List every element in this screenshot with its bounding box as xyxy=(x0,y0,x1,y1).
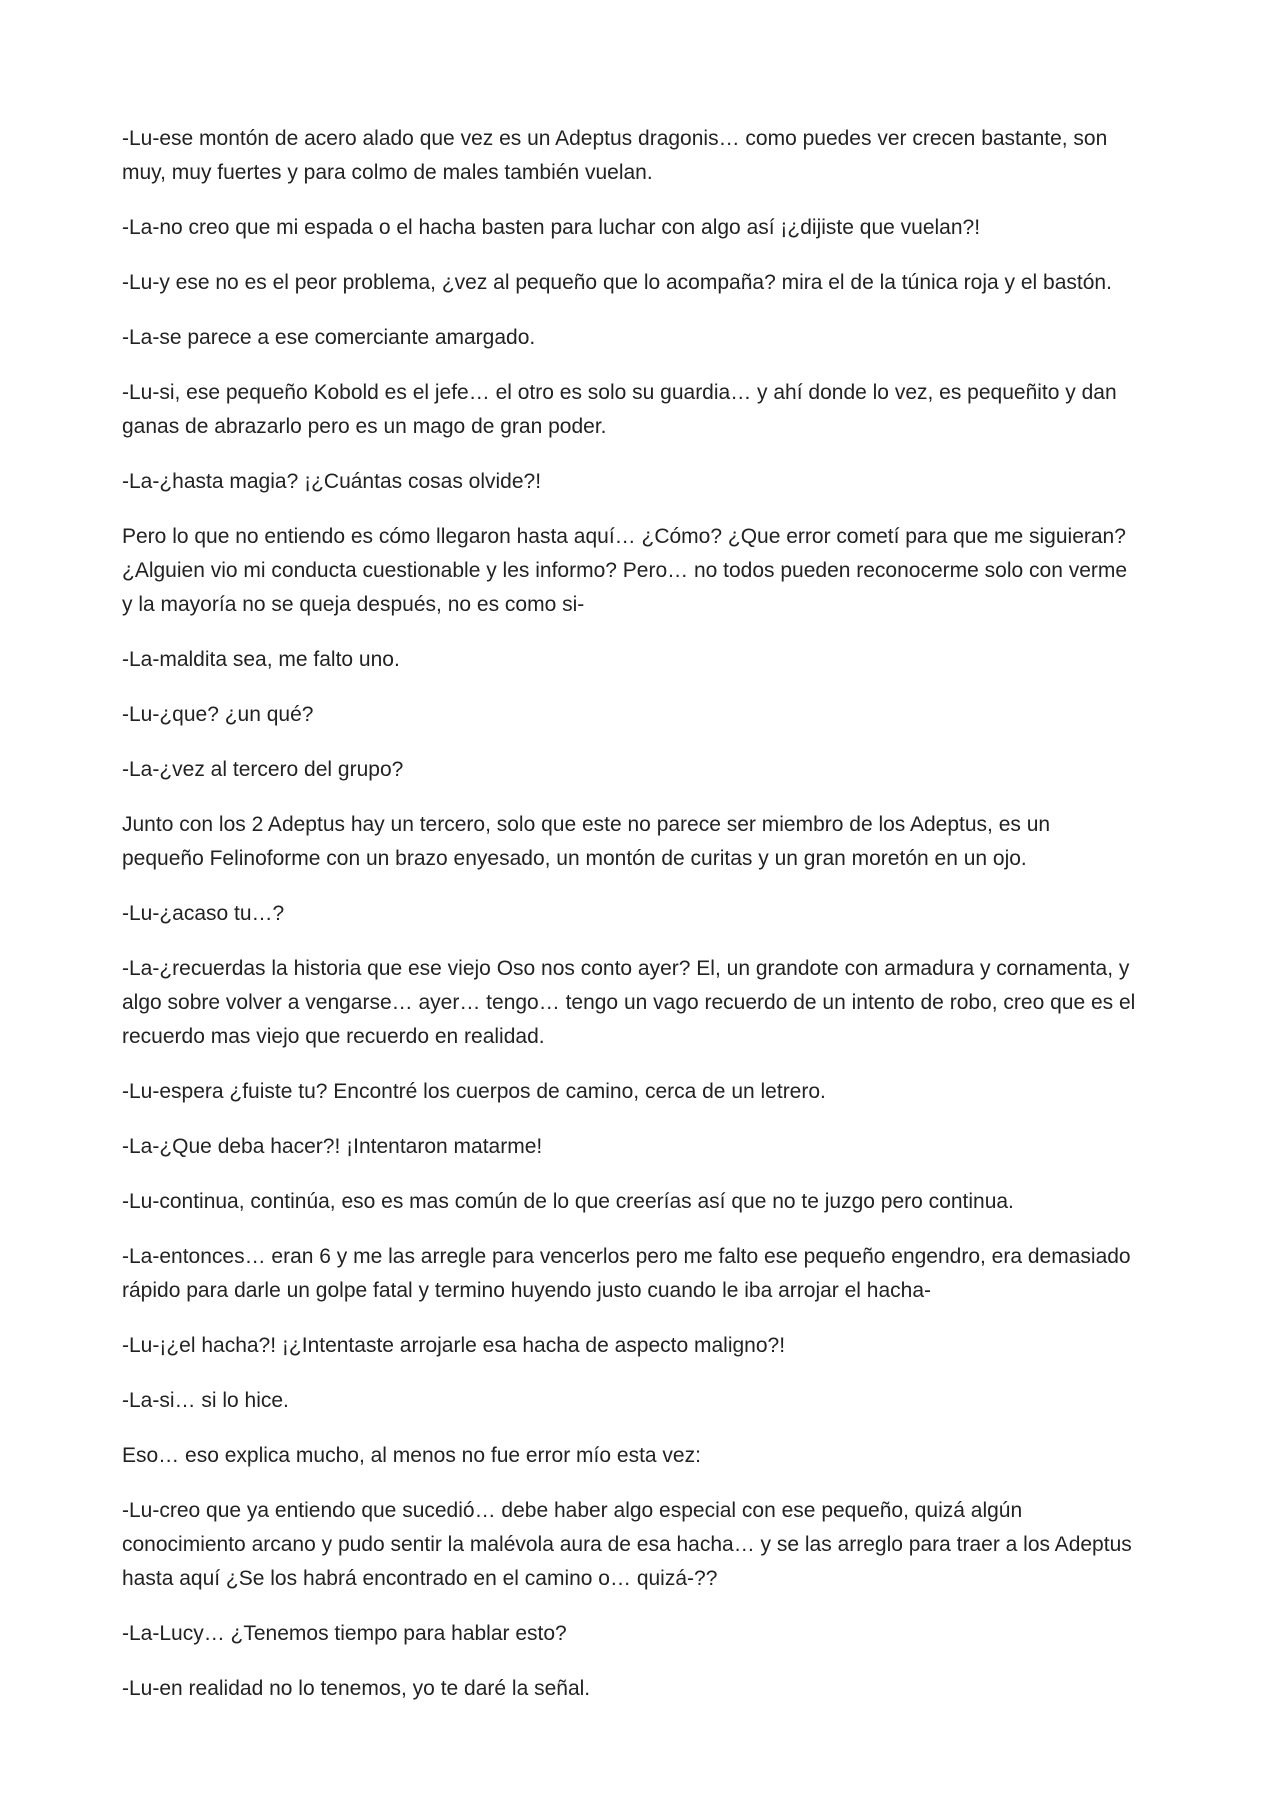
paragraph xyxy=(122,897,1172,931)
text-line: -La-si… si lo hice. xyxy=(122,1389,289,1412)
paragraph xyxy=(122,952,1172,1054)
text-line: hasta aquí ¿Se los habrá encontrado en el camino o… quizá-?? xyxy=(122,1567,718,1590)
paragraph xyxy=(122,211,1172,245)
paragraph xyxy=(122,753,1172,787)
paragraph xyxy=(122,1617,1172,1651)
text-line: -Lu-si, ese pequeño Kobold es el jefe… el otro es solo su guardia… y ahí donde lo vez, es pequeñito y dan xyxy=(122,381,1117,404)
paragraph xyxy=(122,1075,1172,1109)
text-line: -La-¿vez al tercero del grupo? xyxy=(122,758,404,781)
text-line: -La-maldita sea, me falto uno. xyxy=(122,648,400,671)
paragraph xyxy=(122,1384,1172,1418)
paragraph xyxy=(122,266,1172,300)
text-line: conocimiento arcano y pudo sentir la malévola aura de esa hacha… y se las arreglo para traer a los Adeptus xyxy=(122,1533,1132,1556)
text-line: -Lu-¿acaso tu…? xyxy=(122,902,285,925)
text-line: Pero lo que no entiendo es cómo llegaron hasta aquí… ¿Cómo? ¿Que error cometí para que me siguieran? xyxy=(122,525,1126,548)
text-line: -La-se parece a ese comerciante amargado. xyxy=(122,326,536,349)
text-line: Junto con los 2 Adeptus hay un tercero, solo que este no parece ser miembro de los Adeptus, es un xyxy=(122,813,1051,836)
text-line: -La-Lucy… ¿Tenemos tiempo para hablar esto? xyxy=(122,1622,567,1645)
paragraph xyxy=(122,1439,1172,1473)
text-line: -La-entonces… eran 6 y me las arregle para vencerlos pero me falto ese pequeño engendro, era demasiado xyxy=(122,1245,1131,1268)
paragraph xyxy=(122,520,1172,622)
text-line: recuerdo mas viejo que recuerdo en realidad. xyxy=(122,1025,545,1048)
paragraph xyxy=(122,122,1172,190)
text-line: -Lu-espera ¿fuiste tu? Encontré los cuerpos de camino, cerca de un letrero. xyxy=(122,1080,826,1103)
text-line: -Lu-continua, continúa, eso es mas común de lo que creerías así que no te juzgo pero continua. xyxy=(122,1190,1014,1213)
paragraph xyxy=(122,698,1172,732)
text-line: -Lu-¡¿el hacha?! ¡¿Intentaste arrojarle esa hacha de aspecto maligno?! xyxy=(122,1334,786,1357)
text-line: -La-¿hasta magia? ¡¿Cuántas cosas olvide?! xyxy=(122,470,542,493)
paragraph xyxy=(122,1329,1172,1363)
paragraph xyxy=(122,1672,1172,1706)
text-line: algo sobre volver a vengarse… ayer… tengo… tengo un vago recuerdo de un intento de robo, creo que es el xyxy=(122,991,1136,1014)
text-line: -Lu-y ese no es el peor problema, ¿vez al pequeño que lo acompaña? mira el de la túnica roja y el bastón. xyxy=(122,271,1112,294)
text-line: -Lu-ese montón de acero alado que vez es un Adeptus dragonis… como puedes ver crecen bastante, son xyxy=(122,127,1108,150)
text-line: y la mayoría no se queja después, no es como si- xyxy=(122,593,585,616)
text-line: ganas de abrazarlo pero es un mago de gran poder. xyxy=(122,415,607,438)
text-line: -La-¿Que deba hacer?! ¡Intentaron matarme! xyxy=(122,1135,543,1158)
text-line: ¿Alguien vio mi conducta cuestionable y les informo? Pero… no todos pueden reconocerme solo con verme xyxy=(122,559,1128,582)
paragraph xyxy=(122,465,1172,499)
paragraph xyxy=(122,1130,1172,1164)
paragraph xyxy=(122,1494,1172,1596)
document-body xyxy=(122,122,1172,1727)
paragraph xyxy=(122,1185,1172,1219)
paragraph xyxy=(122,376,1172,444)
text-line: muy, muy fuertes y para colmo de males también vuelan. xyxy=(122,161,653,184)
text-line: -Lu-creo que ya entiendo que sucedió… debe haber algo especial con ese pequeño, quizá algún xyxy=(122,1499,1023,1522)
text-line: Eso… eso explica mucho, al menos no fue error mío esta vez: xyxy=(122,1444,701,1467)
text-line: -Lu-¿que? ¿un qué? xyxy=(122,703,314,726)
text-line: rápido para darle un golpe fatal y termino huyendo justo cuando le iba arrojar el hacha- xyxy=(122,1279,932,1302)
text-line: -Lu-en realidad no lo tenemos, yo te daré la señal. xyxy=(122,1677,591,1700)
paragraph xyxy=(122,321,1172,355)
paragraph xyxy=(122,643,1172,677)
text-line: -La-¿recuerdas la historia que ese viejo Oso nos conto ayer? El, un grandote con armadura y cornamenta, y xyxy=(122,957,1130,980)
paragraph xyxy=(122,1240,1172,1308)
paragraph xyxy=(122,808,1172,876)
text-line: pequeño Felinoforme con un brazo enyesado, un montón de curitas y un gran moretón en un ojo. xyxy=(122,847,1027,870)
text-line: -La-no creo que mi espada o el hacha basten para luchar con algo así ¡¿dijiste que vuelan?! xyxy=(122,216,981,239)
